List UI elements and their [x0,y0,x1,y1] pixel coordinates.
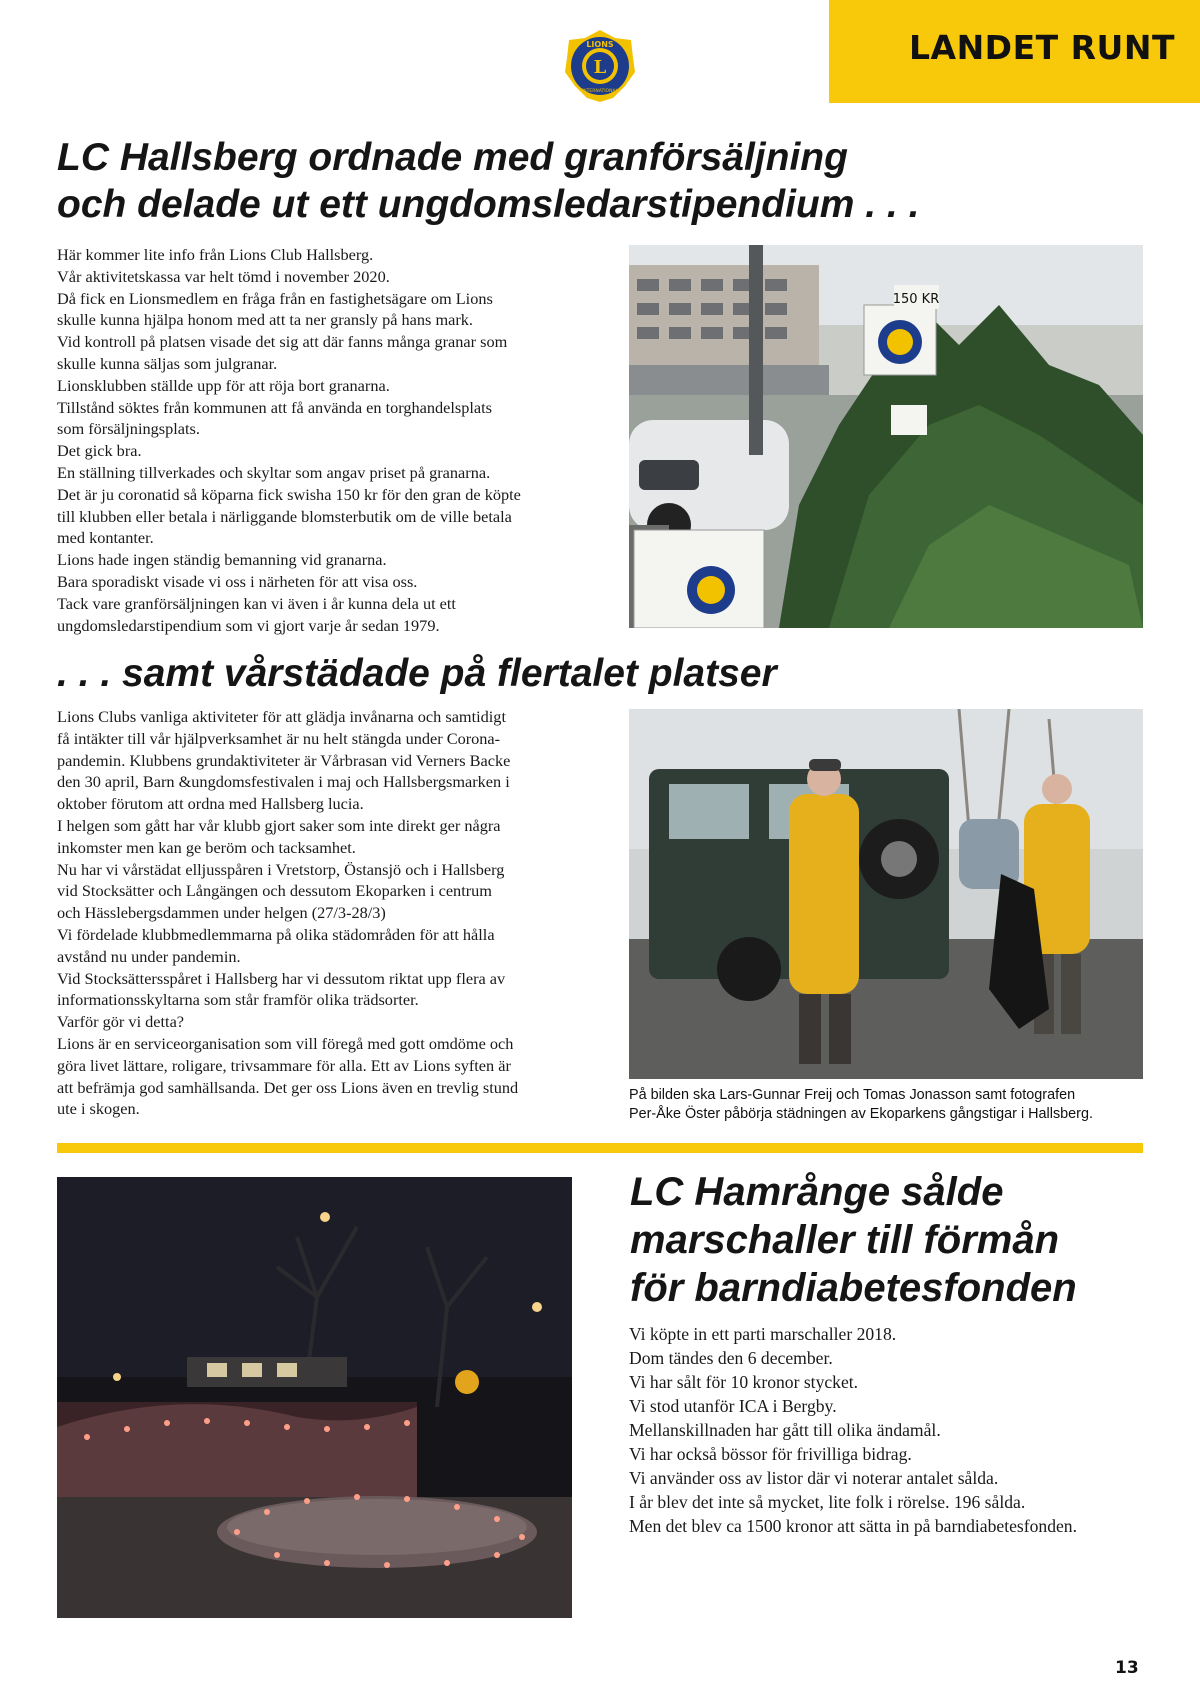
article-body-cleanup: Lions Clubs vanliga aktiviteter för att glädja invånarna och samtidigt få intäkter till vår hjälpverksamhet är nu helt stängda under Corona- pandemin. Klubbens grundaktiviteter är Vårbrasan vid Verners Backe den 30 april, Barn &ungdomsfestivalen i maj och Hallsbergsmarken i oktober förutom att ordna med Hallsberg lucia. I helgen som gått har vår klubb gjort saker som inte direkt ger några inkomster men kan ge beröm och tacksamhet. Nu har vi vårstädat elljusspåren i Vretstorp, Östansjö och i Hallsberg vid Stocksätter och Långängen och dessutom Ekoparken i centrum och Hässlebergsdammen under helgen (27/3-28/3) Vi fördelade klubbmedlemmarna på olika städområden för att hålla avstånd nu under pandemin. Vid Stocksättersspåret i Hallsberg har vi dessutom riktat upp flera av informationsskyltarna som står framför olika trädsorter. Varför gör vi detta? Lions är en serviceorganisation som vill föregå med gott omdöme och göra livet lättare, roligare, trivsammare för alla. Ett av Lions syften är att befrämja god samhällsanda. Det ger oss Lions även en trevlig stund ute i skogen. [57,707,519,1119]
article-title-hallsberg: LC Hallsberg ordnade med granförsäljning och delade ut ett ungdomsledarstipendium . . . [57,136,920,226]
section-divider [57,1143,1143,1153]
article-title-hamrange: LC Hamrånge sålde marschaller till förmån för barndiabetesfonden [630,1170,1077,1310]
svg-text:INTERNATIONAL: INTERNATIONAL [581,89,619,94]
section-title: LANDET RUNT [909,28,1175,67]
svg-text:L: L [593,57,607,78]
photo-christmas-tree-sale [629,245,1143,628]
lions-logo [563,28,637,104]
svg-text:150 KR: 150 KR [892,292,940,307]
section-banner [829,0,1200,103]
photo-torches-night [57,1177,572,1618]
article-title-cleanup: . . . samt vårstädade på flertalet platser [57,652,777,695]
svg-text:LIONS: LIONS [586,40,614,49]
article-body-hamrange: Vi köpte in ett parti marschaller 2018. Dom tändes den 6 december. Vi har sålt för 10 kronor stycket. Vi stod utanför ICA i Bergby. Mellanskillnaden har gått till olika ändamål. Vi har också bössor för frivilliga bidrag. Vi använder oss av listor där vi noterar antalet sålda. I år blev det inte så mycket, lite folk i rörelse. 196 sålda. Men det blev ca 1500 kronor att sätta in på barndiabetesfonden. [629,1324,1078,1536]
article-body-hallsberg: Här kommer lite info från Lions Club Hallsberg. Vår aktivitetskassa var helt tömd i november 2020. Då fick en Lionsmedlem en fråga från en fastighetsägare om Lions skulle kunna hjälpa honom med att ta ner gransly på hans mark. Vid kontroll på platsen visade det sig att där fanns många granar som skulle kunna säljas som julgranar. Lionsklubben ställde upp för att röja bort granarna. Tillstånd söktes från kommunen att få använda en torghandelsplats som försäljningsplats. Det gick bra. En ställning tillverkades och skyltar som angav priset på granarna. Det är ju coronatid så köparna fick swisha 150 kr för den gran de köpte till klubben eller betala i närliggande blomsterbutik om de ville betala med kontanter. Lions hade ingen ständig bemanning vid granarna. Bara sporadiskt visade vi oss i närheten för att visa oss. Tack vare granförsäljningen kan vi även i år kunna dela ut ett ungdomsledarstipendium som vi gjort varje år sedan 1979. [57,245,521,635]
photo-cleanup-volunteers [629,709,1143,1079]
photo-caption: På bilden ska Lars-Gunnar Freij och Tomas Jonasson samt fotografen Per-Åke Öster påbörja städningen av Ekoparkens gångstigar i Hallsberg. [629,1087,1093,1122]
page-number: 13 [1115,1658,1139,1678]
